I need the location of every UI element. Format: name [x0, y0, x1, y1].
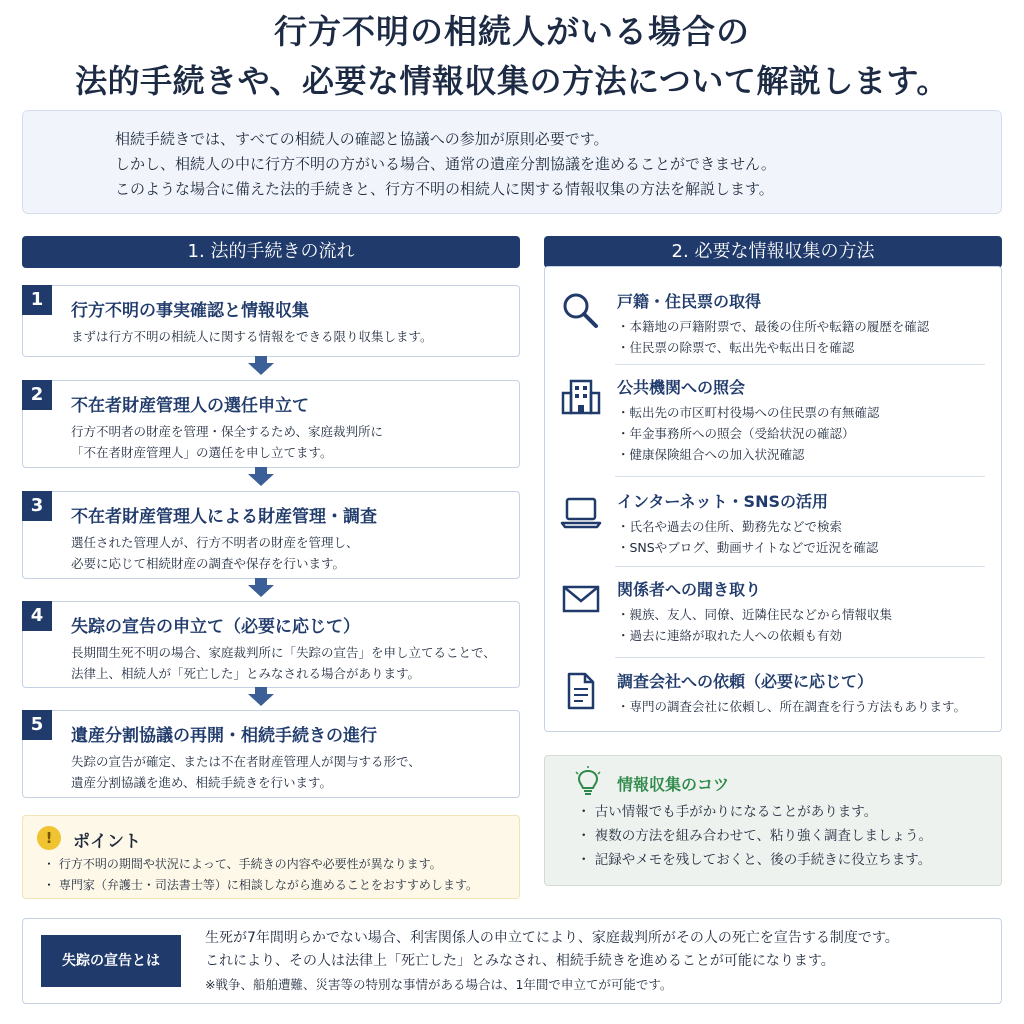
point-box	[22, 815, 520, 899]
step-title: 遺産分割協議の再開・相続手続きの進行	[71, 726, 377, 746]
step-desc-line: 遺産分割協議を進め、相続手続きを行います。	[71, 775, 333, 790]
step-description	[71, 326, 433, 347]
building-icon	[559, 375, 603, 419]
divider	[615, 364, 985, 365]
step-1	[22, 285, 520, 357]
step-number: 4	[22, 601, 52, 631]
list-item: ・ 複数の方法を組み合わせて、粘り強く調査しましょう。	[577, 828, 933, 844]
step-description	[71, 751, 421, 793]
laptop-icon	[559, 489, 603, 533]
list-item: ・専門の調査会社に依頼し、所在調査を行う方法もあります。	[617, 699, 967, 714]
step-desc-line: 失踪の宣告が確定、または不在者財産管理人が関与する形で、	[71, 754, 421, 769]
list-item: ・ 専門家（弁護士・司法書士等）に相談しながら進めることをおすすめします。	[43, 878, 478, 892]
page-title	[0, 8, 1024, 106]
intro-line: このような場合に備えた法的手続きと、行方不明の相続人に関する情報収集の方法を解説します。	[115, 180, 774, 198]
info-item-title: 公共機関への照会	[617, 378, 746, 397]
info-item-bullets	[617, 402, 880, 465]
step-number: 1	[22, 285, 52, 315]
step-title: 不在者財産管理人の選任申立て	[71, 396, 309, 416]
lightbulb-icon	[573, 766, 603, 800]
definition-note: ※戦争、船舶遭難、災害等の特別な事情がある場合は、1年間で申立てが可能です。	[205, 977, 673, 992]
step-title: 不在者財産管理人による財産管理・調査	[71, 507, 377, 527]
exclamation-icon: !	[37, 826, 61, 850]
flow-arrow	[248, 363, 274, 375]
list-item: ・ 古い情報でも手がかりになることがあります。	[577, 804, 878, 820]
list-item: ・親族、友人、同僚、近隣住民などから情報収集	[617, 607, 893, 622]
info-item-bullets	[617, 516, 878, 558]
section1-heading: 1. 法的手続きの流れ	[22, 236, 520, 268]
info-item-title: 調査会社への依頼（必要に応じて）	[617, 672, 874, 691]
info-item-bullets	[617, 696, 966, 717]
definition-line: 生死が7年間明らかでない場合、利害関係人の申立てにより、家庭裁判所がその人の死亡を宣告する制度です。	[205, 930, 899, 946]
divider	[615, 657, 985, 658]
divider	[615, 566, 985, 567]
step-description	[71, 642, 496, 684]
list-item: ・過去に連絡が取れた人への依頼も有効	[617, 628, 843, 643]
list-item: ・本籍地の戸籍附票で、最後の住所や転籍の履歴を確認	[617, 319, 930, 334]
step-description	[71, 421, 383, 463]
info-item-title: 戸籍・住民票の取得	[617, 292, 762, 311]
step-description	[71, 532, 359, 574]
definition-box	[22, 918, 1002, 1004]
title-line-2: 法的手続きや、必要な情報収集の方法について解説します。	[75, 62, 949, 100]
point-list	[43, 854, 478, 896]
list-item: ・ 記録やメモを残しておくと、後の手続きに役立ちます。	[577, 852, 932, 868]
flow-arrow	[248, 585, 274, 597]
tips-list	[577, 800, 932, 872]
step-desc-line: 行方不明者の財産を管理・保全するため、家庭裁判所に	[71, 424, 384, 439]
list-item: ・氏名や過去の住所、勤務先などで検索	[617, 519, 843, 534]
step-number: 5	[22, 710, 52, 740]
info-item-bullets	[617, 316, 929, 358]
step-desc-line: 法律上、相続人が「死亡した」とみなされる場合があります。	[71, 666, 421, 681]
flow-arrow	[248, 694, 274, 706]
step-desc-line: 「不在者財産管理人」の選任を申し立てます。	[71, 445, 333, 460]
intro-line: 相続手続きでは、すべての相続人の確認と協議への参加が原則必要です。	[115, 130, 609, 148]
section2-heading: 2. 必要な情報収集の方法	[544, 236, 1002, 268]
step-2	[22, 380, 520, 468]
document-icon	[559, 669, 603, 713]
list-item: ・SNSやブログ、動画サイトなどで近況を確認	[617, 540, 879, 555]
list-item: ・年金事務所への照会（受給状況の確認）	[617, 426, 855, 441]
point-title: ポイント	[73, 832, 141, 852]
list-item: ・転出先の市区町村役場への住民票の有無確認	[617, 405, 880, 420]
divider	[615, 476, 985, 477]
step-3	[22, 491, 520, 579]
info-item-title: 関係者への聞き取り	[617, 580, 762, 599]
step-title: 失踪の宣告の申立て（必要に応じて）	[71, 617, 360, 637]
list-item: ・ 行方不明の期間や状況によって、手続きの内容や必要性が異なります。	[43, 857, 442, 871]
step-desc-line: 長期間生死不明の場合、家庭裁判所に「失踪の宣告」を申し立てることで、	[71, 645, 496, 660]
definition-text	[205, 927, 899, 996]
tips-title: 情報収集のコツ	[617, 775, 730, 794]
list-item: ・住民票の除票で、転出先や転出日を確認	[617, 340, 855, 355]
definition-line: これにより、その人は法律上「死亡した」とみなされ、相続手続きを進めることが可能になります。	[205, 953, 835, 969]
step-number: 3	[22, 491, 52, 521]
list-item: ・健康保険組合への加入状況確認	[617, 447, 805, 462]
intro-box	[22, 110, 1002, 214]
step-title: 行方不明の事実確認と情報収集	[71, 301, 309, 321]
definition-label: 失踪の宣告とは	[41, 935, 181, 987]
info-item-title: インターネット・SNSの活用	[617, 492, 828, 511]
step-4	[22, 601, 520, 688]
magnifier-icon	[559, 289, 603, 333]
info-item-bullets	[617, 604, 892, 646]
envelope-icon	[559, 577, 603, 621]
step-number: 2	[22, 380, 52, 410]
title-line-1: 行方不明の相続人がいる場合の	[274, 12, 750, 51]
tips-box	[544, 755, 1002, 886]
step-5	[22, 710, 520, 798]
step-desc-line: 必要に応じて相続財産の調査や保存を行います。	[71, 556, 346, 571]
step-desc-line: まずは行方不明の相続人に関する情報をできる限り収集します。	[71, 329, 433, 344]
flow-arrow	[248, 474, 274, 486]
intro-line: しかし、相続人の中に行方不明の方がいる場合、通常の遺産分割協議を進めることができません。	[115, 155, 776, 173]
step-desc-line: 選任された管理人が、行方不明者の財産を管理し、	[71, 535, 359, 550]
info-methods-box	[544, 266, 1002, 732]
